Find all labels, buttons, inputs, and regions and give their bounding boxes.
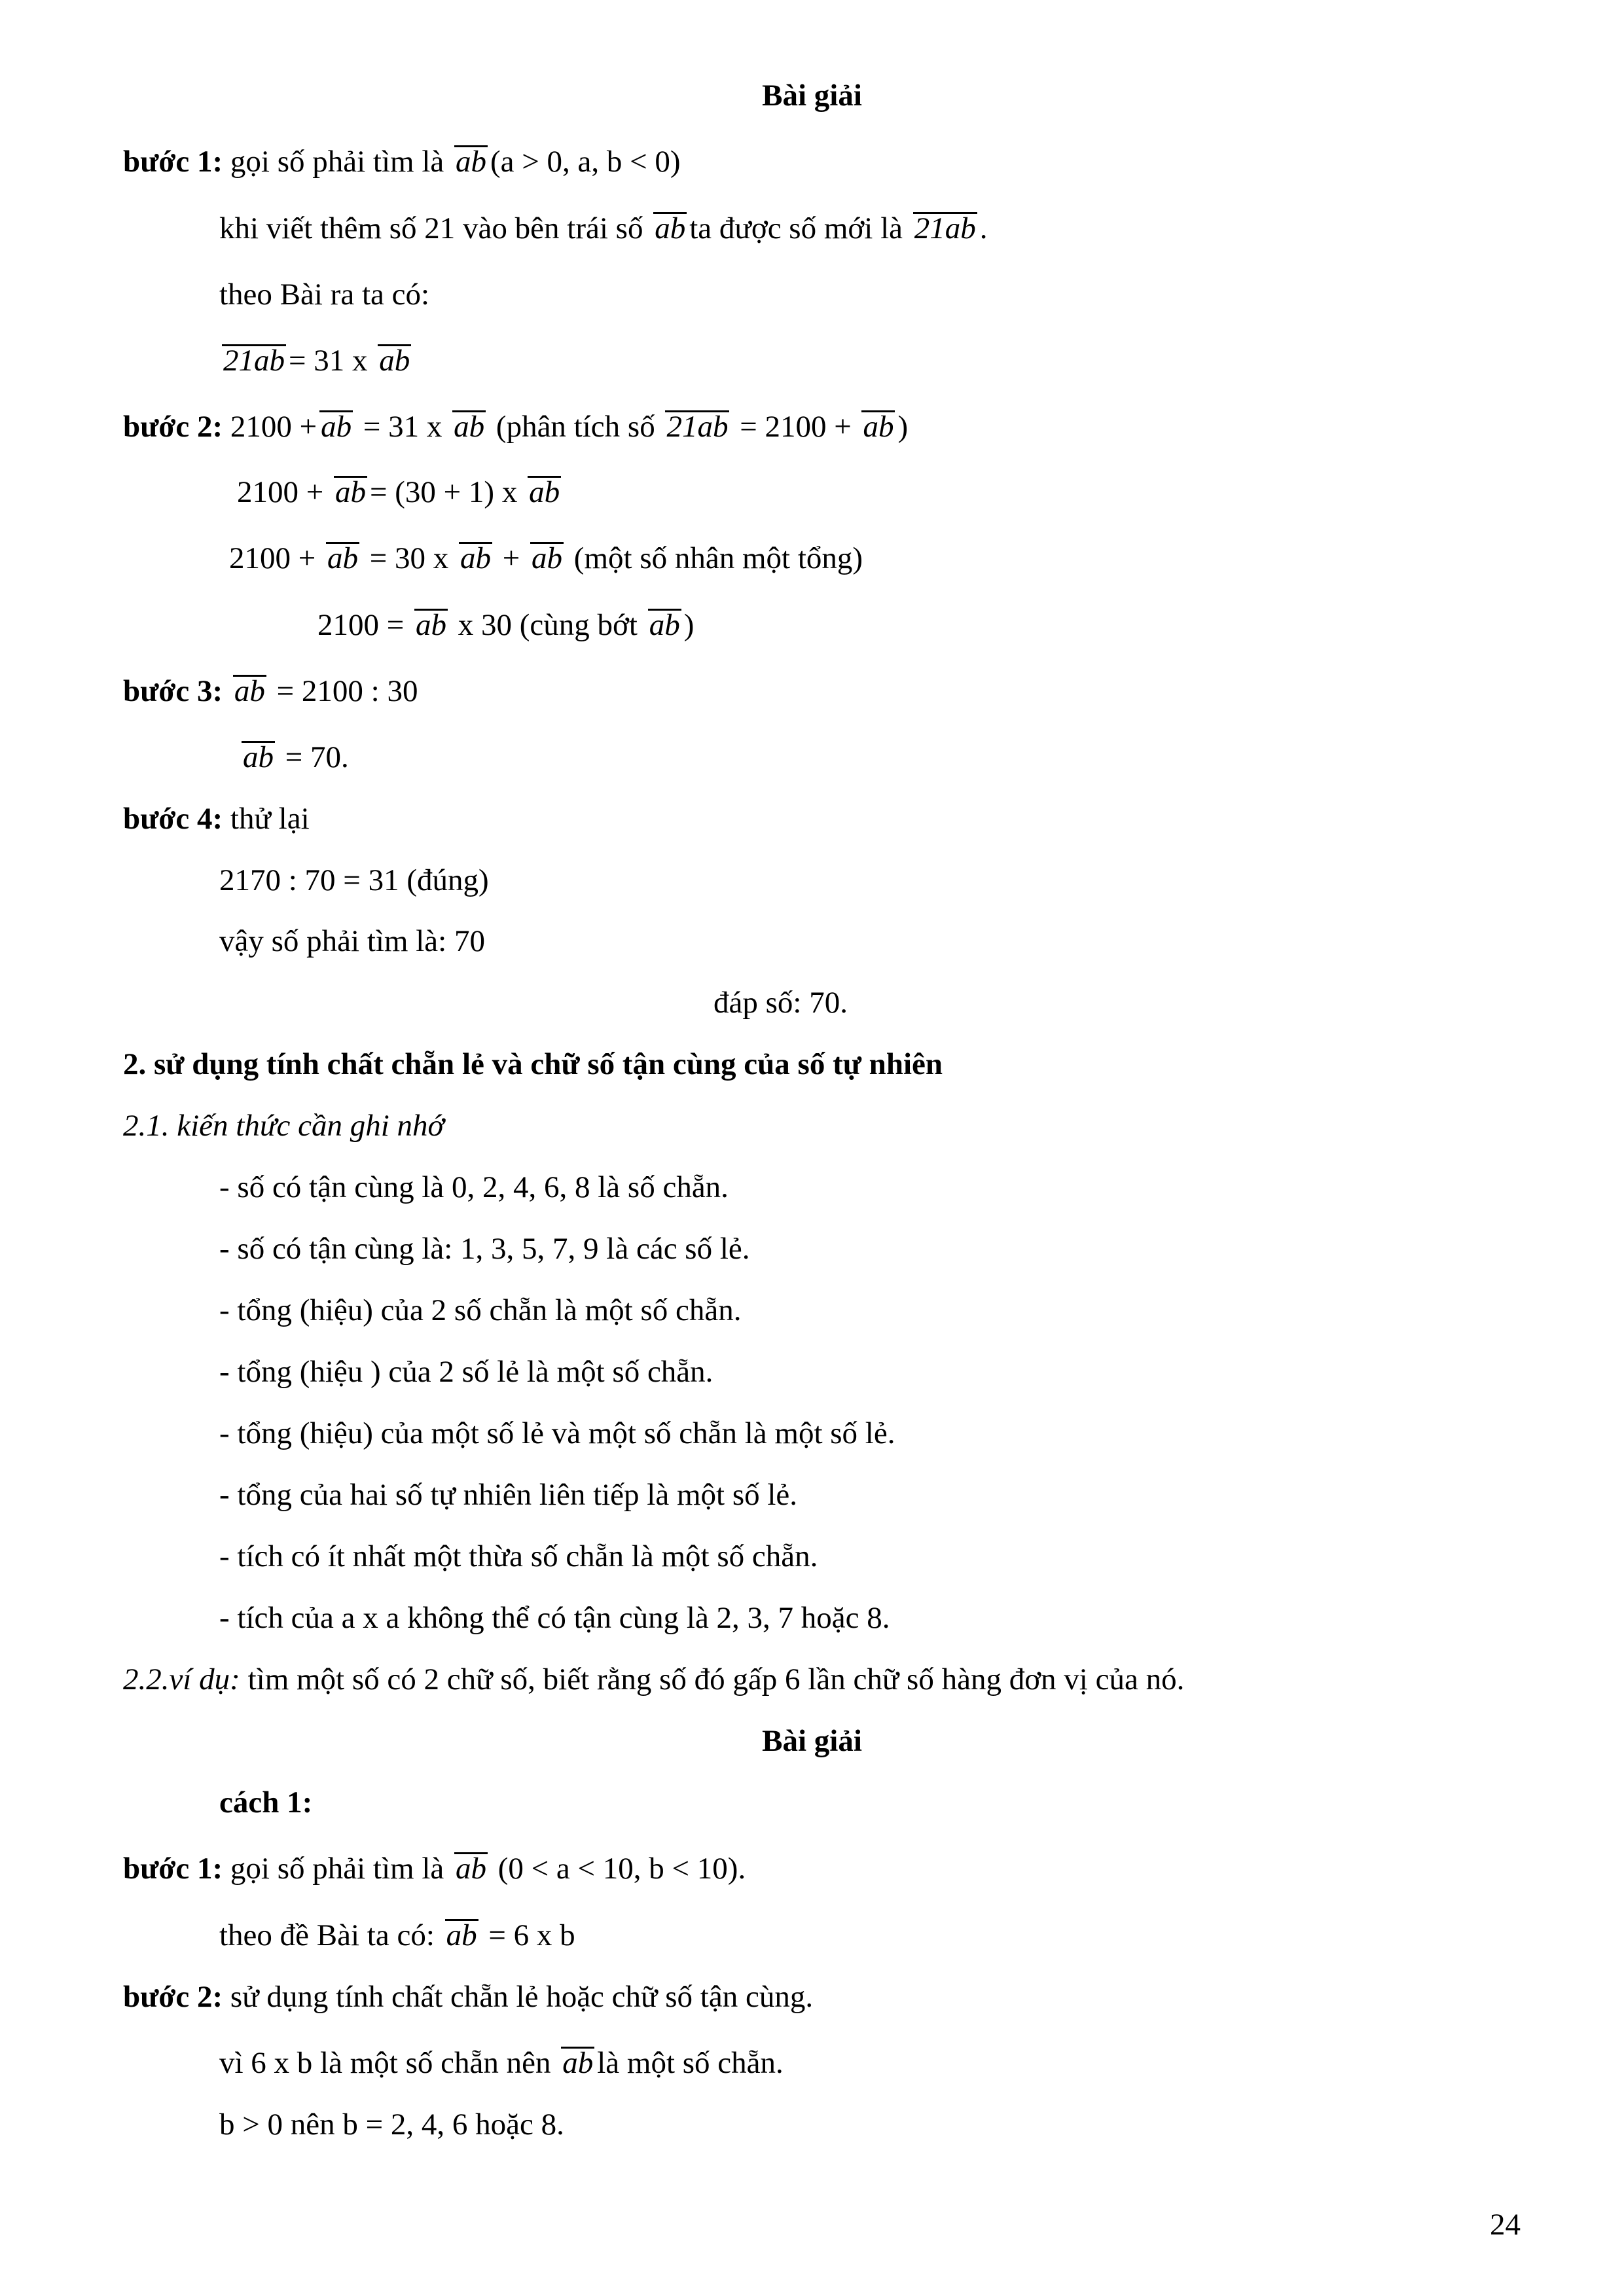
step1b-line xyxy=(123,1849,746,1888)
line-theo-bai: theo Bài ra ta có: xyxy=(219,278,430,312)
rule-item: - tích có ít nhất một thừa số chẵn là một số chẵn. xyxy=(219,1539,818,1573)
overline-ab: ab xyxy=(454,410,485,444)
step-label: bước 2: xyxy=(123,410,223,444)
step2-line xyxy=(123,407,908,446)
overline-ab: ab xyxy=(243,740,274,774)
overline-ab: ab xyxy=(460,541,492,575)
overline-ab: ab xyxy=(532,541,563,575)
text: = 31 x xyxy=(363,410,442,444)
text: . xyxy=(979,211,988,245)
overline-21ab: 21ab xyxy=(666,410,729,444)
rule-item: - tổng của hai số tự nhiên liên tiếp là một số lẻ. xyxy=(219,1478,798,1512)
equation-2 xyxy=(237,473,564,512)
step3-line xyxy=(123,672,418,711)
text: 2100 = xyxy=(317,608,405,642)
text: sử dụng tính chất chẵn lẻ hoặc chữ số tận cùng. xyxy=(230,1980,814,2014)
text: 2100 + xyxy=(230,410,317,444)
text: = 2100 : 30 xyxy=(276,674,418,708)
line-theo-de-bai xyxy=(219,1916,575,1955)
rule-item: - số có tận cùng là 0, 2, 4, 6, 8 là số chẵn. xyxy=(219,1170,729,1204)
rule-item: - tổng (hiệu) của 2 số chẵn là một số chẵn. xyxy=(219,1293,742,1327)
rule-item: - tích của a x a không thể có tận cùng là 2, 3, 7 hoặc 8. xyxy=(219,1601,890,1635)
heading-bai-giai: Bài giải xyxy=(762,79,862,113)
example-line xyxy=(123,1660,1184,1699)
overline-21ab: 21ab xyxy=(914,211,976,245)
text: theo đề Bài ta có: xyxy=(219,1918,435,1952)
text: 2100 + xyxy=(229,541,316,575)
overline-ab: ab xyxy=(456,145,487,179)
text: (a > 0, a, b < 0) xyxy=(490,145,681,179)
text: = (30 + 1) x xyxy=(370,475,518,509)
step-label: bước 1: xyxy=(123,145,223,179)
text: tìm một số có 2 chữ số, biết rằng số đó gấp 6 lần chữ số hàng đơn vị của nó. xyxy=(247,1662,1185,1696)
text: 2100 + xyxy=(237,475,324,509)
overline-ab: ab xyxy=(456,1852,487,1886)
text: ta được số mới là xyxy=(689,211,903,245)
overline-ab: ab xyxy=(335,475,367,509)
result-line: vậy số phải tìm là: 70 xyxy=(219,924,485,958)
text: gọi số phải tìm là xyxy=(230,145,444,179)
text: (một số nhân một tổng) xyxy=(573,541,863,575)
rule-item: - tổng (hiệu) của một số lẻ và một số chẵn là một số lẻ. xyxy=(219,1416,895,1450)
text: = 31 x xyxy=(289,344,368,378)
overline-ab: ab xyxy=(655,211,686,245)
step2b-line xyxy=(123,1977,813,2017)
line-even xyxy=(219,2043,784,2083)
overline-ab: ab xyxy=(416,608,447,642)
step4-line xyxy=(123,799,310,838)
equation-4 xyxy=(317,605,694,645)
rule-item: - số có tận cùng là: 1, 3, 5, 7, 9 là các số lẻ. xyxy=(219,1232,750,1266)
text: là một số chẵn. xyxy=(597,2046,784,2080)
equation-1 xyxy=(219,341,414,380)
text: = 70. xyxy=(285,740,349,774)
heading-bai-giai-2: Bài giải xyxy=(762,1724,862,1758)
equation-3 xyxy=(229,539,863,578)
method-1-label: cách 1: xyxy=(219,1785,313,1820)
text: thử lại xyxy=(230,802,310,836)
section-2-title: 2. sử dụng tính chất chẵn lẻ và chữ số tận cùng của số tự nhiên xyxy=(123,1047,943,1081)
overline-ab: ab xyxy=(649,608,680,642)
equation-5 xyxy=(239,738,349,777)
text: x 30 (cùng bớt xyxy=(458,608,638,642)
text: (0 < a < 10, b < 10). xyxy=(497,1852,746,1886)
line-write-21 xyxy=(219,209,988,248)
text: = 30 x xyxy=(369,541,449,575)
text: gọi số phải tìm là xyxy=(230,1852,444,1886)
overline-ab: ab xyxy=(234,674,265,708)
check-line: 2170 : 70 = 31 (đúng) xyxy=(219,863,489,897)
rule-item: - tổng (hiệu ) của 2 số lẻ là một số chẵn. xyxy=(219,1355,713,1389)
text: ) xyxy=(897,410,909,444)
step1-line xyxy=(123,142,681,181)
text: khi viết thêm số 21 vào bên trái số xyxy=(219,211,643,245)
text: ) xyxy=(683,608,695,642)
step-label: bước 2: xyxy=(123,1980,223,2014)
step-label: bước 1: xyxy=(123,1852,223,1886)
overline-ab: ab xyxy=(379,344,410,378)
overline-21ab: 21ab xyxy=(223,344,285,378)
overline-ab: ab xyxy=(863,410,894,444)
text: = 2100 + xyxy=(740,410,852,444)
step-label: bước 3: xyxy=(123,674,223,708)
step-label: bước 4: xyxy=(123,802,223,836)
text: = 6 x b xyxy=(488,1918,575,1952)
example-label: 2.2.ví dụ: xyxy=(123,1662,240,1696)
overline-ab: ab xyxy=(446,1918,477,1952)
subsection-2-1: 2.1. kiến thức cần ghi nhớ xyxy=(123,1109,444,1143)
overline-ab: ab xyxy=(321,410,352,444)
text: vì 6 x b là một số chẵn nên xyxy=(219,2046,551,2080)
overline-ab: ab xyxy=(562,2046,594,2080)
overline-ab: ab xyxy=(529,475,560,509)
overline-ab: ab xyxy=(327,541,359,575)
answer-line: đáp số: 70. xyxy=(713,986,848,1020)
line-b-values: b > 0 nên b = 2, 4, 6 hoặc 8. xyxy=(219,2108,564,2142)
text: (phân tích số xyxy=(496,410,655,444)
page-number: 24 xyxy=(1490,2208,1521,2242)
text: + xyxy=(502,541,520,575)
